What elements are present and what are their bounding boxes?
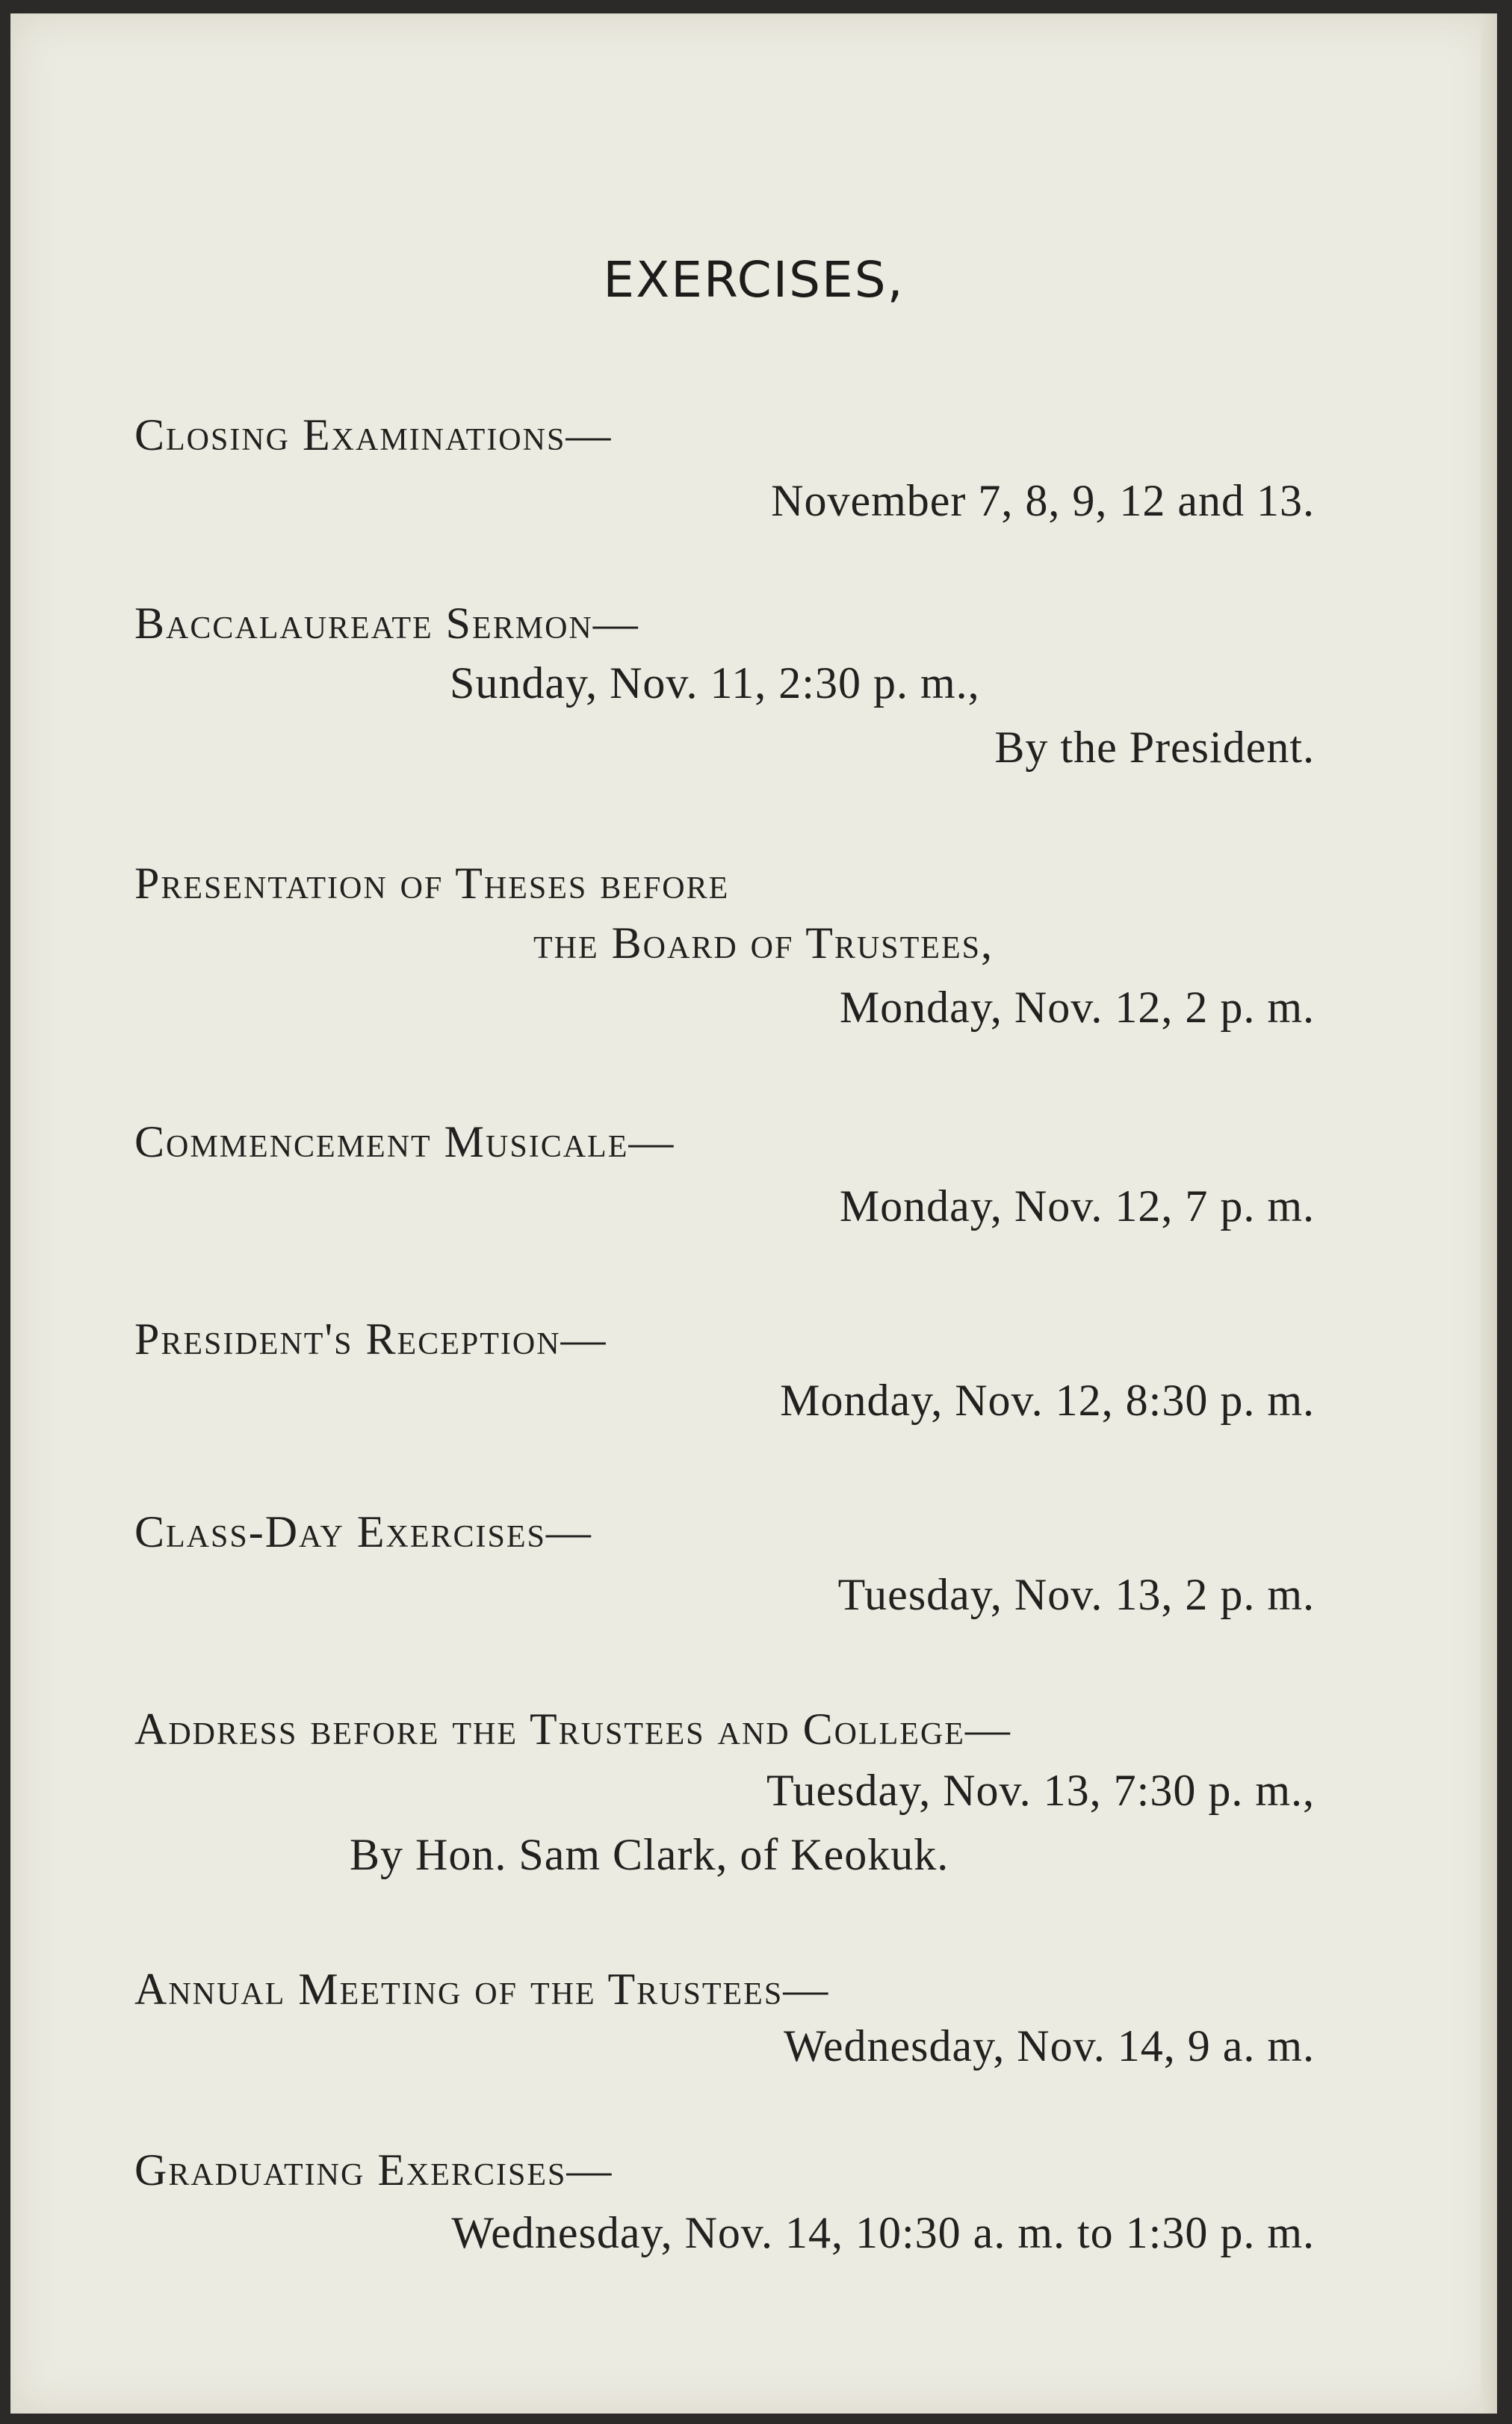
- program-page: [10, 13, 1497, 2414]
- section-heading: Baccalaureate Sermon—: [134, 599, 639, 648]
- section-line: Tuesday, Nov. 13, 2 p. m.: [837, 1570, 1315, 1619]
- page-edge: [1481, 13, 1497, 2414]
- section-heading: Commencement Musicale—: [134, 1117, 675, 1166]
- section-heading: Annual Meeting of the Trustees—: [134, 1964, 830, 2014]
- section-line: Sunday, Nov. 11, 2:30 p. m.,: [450, 658, 980, 708]
- section-heading: Class-Day Exercises—: [134, 1507, 592, 1556]
- section-heading: Presentation of Theses before: [134, 859, 730, 908]
- section-heading: Address before the Trustees and College—: [134, 1704, 1011, 1754]
- section-line: By the President.: [994, 723, 1315, 772]
- section-line: Monday, Nov. 12, 8:30 p. m.: [780, 1376, 1315, 1425]
- section-line: November 7, 8, 9, 12 and 13.: [771, 476, 1315, 525]
- section-line: the Board of Trustees,: [533, 918, 994, 968]
- section-line: Wednesday, Nov. 14, 10:30 a. m. to 1:30 p. m.: [451, 2208, 1315, 2257]
- section-line: Wednesday, Nov. 14, 9 a. m.: [784, 2021, 1315, 2071]
- section-heading: Graduating Exercises—: [134, 2145, 613, 2195]
- page-title: EXERCISES,: [603, 251, 905, 309]
- section-line: Tuesday, Nov. 13, 7:30 p. m.,: [766, 1766, 1315, 1815]
- section-line: By Hon. Sam Clark, of Keokuk.: [350, 1830, 949, 1879]
- section-line: Monday, Nov. 12, 7 p. m.: [839, 1181, 1315, 1231]
- section-heading: President's Reception—: [134, 1314, 607, 1364]
- section-heading: Closing Examinations—: [134, 410, 613, 460]
- section-line: Monday, Nov. 12, 2 p. m.: [839, 983, 1315, 1032]
